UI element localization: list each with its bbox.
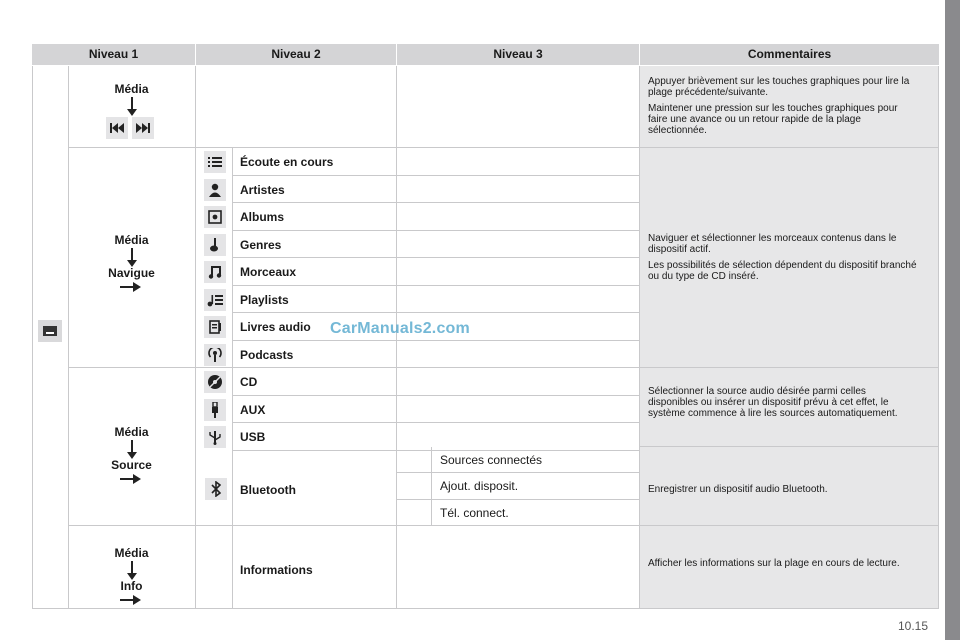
page-number: 10.15 <box>898 619 929 633</box>
level3-empty-cell <box>397 176 640 204</box>
aux-icon <box>204 399 226 421</box>
next-track-button[interactable] <box>132 117 154 139</box>
menu-item-label[interactable]: Playlists <box>240 292 289 307</box>
menu-item-label[interactable]: Morceaux <box>240 265 297 279</box>
artist-icon <box>204 179 226 201</box>
comment-source: Sélectionner la source audio désirée parmi celles disponibles ou insérer un dispositif prévu à cet effet, le système commence à lire les sources automatiquement. <box>648 386 898 419</box>
usb-icon <box>204 426 226 448</box>
comment-info: Afficher les informations sur la plage en cours de lecture. <box>648 558 900 569</box>
menu-label-navigue: Navigue <box>108 266 155 280</box>
watermark-text: CarManuals2.com <box>330 320 470 337</box>
menu-item-label[interactable]: USB <box>240 430 266 444</box>
menu-label-media: Média <box>114 82 149 96</box>
arrow-right-icon <box>120 595 142 605</box>
menu-item-label[interactable]: Albums <box>240 210 285 224</box>
level3-empty-cell <box>397 286 640 314</box>
level3-empty-cell <box>397 341 640 369</box>
arrow-down-icon <box>126 248 138 268</box>
header-niveau-2: Niveau 2 <box>196 44 396 65</box>
audiobook-icon <box>204 316 226 338</box>
arrow-down-icon <box>126 561 138 581</box>
bluetooth-sub-spacer <box>397 500 432 526</box>
genre-icon <box>204 234 226 256</box>
bluetooth-icon <box>205 478 227 500</box>
arrow-down-icon <box>126 440 138 460</box>
album-icon <box>204 206 226 228</box>
row-media-skip-level3 <box>397 66 640 148</box>
bluetooth-sub-spacer <box>397 447 432 473</box>
level3-empty-cell <box>397 368 640 396</box>
song-icon <box>204 261 226 283</box>
bluetooth-sub-item[interactable]: Ajout. disposit. <box>440 479 519 494</box>
menu-item-label[interactable]: Artistes <box>240 182 285 197</box>
comment-bluetooth: Enregistrer un dispositif audio Bluetooth. <box>648 484 828 495</box>
level3-empty-cell <box>397 258 640 286</box>
level3-empty-cell <box>397 203 640 231</box>
row-info-icons <box>196 526 233 609</box>
row-media-skip-level2 <box>196 66 397 148</box>
arrow-down-icon <box>126 97 138 117</box>
menu-item-label[interactable]: AUX <box>240 402 266 417</box>
podcast-icon <box>204 344 226 366</box>
comment-navigue: Naviguer et sélectionner les morceaux contenus dans le dispositif actif. Les possibilités de sélection dépendent du dispositif branché ou du type de CD inséré. <box>648 233 917 282</box>
previous-track-button[interactable] <box>106 117 128 139</box>
level3-empty-cell <box>397 148 640 176</box>
level3-empty-cell <box>397 396 640 424</box>
header-niveau-3: Niveau 3 <box>397 44 639 65</box>
level2-item-cell <box>233 368 397 396</box>
arrow-right-icon <box>120 282 142 292</box>
media-tab-icon[interactable] <box>38 320 62 342</box>
menu-item-label[interactable]: Livres audio <box>240 320 311 334</box>
menu-label-source: Source <box>111 458 152 472</box>
header-commentaires: Commentaires <box>640 44 939 65</box>
level3-empty-cell <box>397 231 640 259</box>
menu-item-label[interactable]: CD <box>240 375 258 389</box>
menu-label-media: Média <box>114 233 149 247</box>
row-info-level3 <box>397 526 640 609</box>
menu-label-info: Info <box>120 579 143 593</box>
menu-label-media: Média <box>114 546 149 560</box>
bluetooth-sub-item[interactable]: Tél. connect. <box>440 505 509 520</box>
bluetooth-sub-item[interactable]: Sources connectés <box>440 453 543 467</box>
cd-icon <box>204 371 226 393</box>
page-edge-tab <box>945 0 960 640</box>
menu-item-label[interactable]: Podcasts <box>240 347 294 362</box>
informations-label: Informations <box>240 563 313 577</box>
bluetooth-sub-spacer <box>397 473 432 499</box>
comment-media-skip: Appuyer brièvement sur les touches graphiques pour lire la plage précédente/suivante. Maintener une pression sur les touches graphiques pour faire une avance ou un retour rapide de la plage sélectionnée. <box>648 76 910 136</box>
now-playing-icon <box>204 151 226 173</box>
arrow-right-icon <box>120 474 142 484</box>
menu-item-label[interactable]: Genres <box>240 237 282 252</box>
menu-item-label[interactable]: Écoute en cours <box>240 155 334 169</box>
menu-label-media: Média <box>114 425 149 439</box>
bluetooth-label: Bluetooth <box>240 483 296 497</box>
header-niveau-1: Niveau 1 <box>32 44 195 65</box>
playlist-icon <box>204 289 226 311</box>
